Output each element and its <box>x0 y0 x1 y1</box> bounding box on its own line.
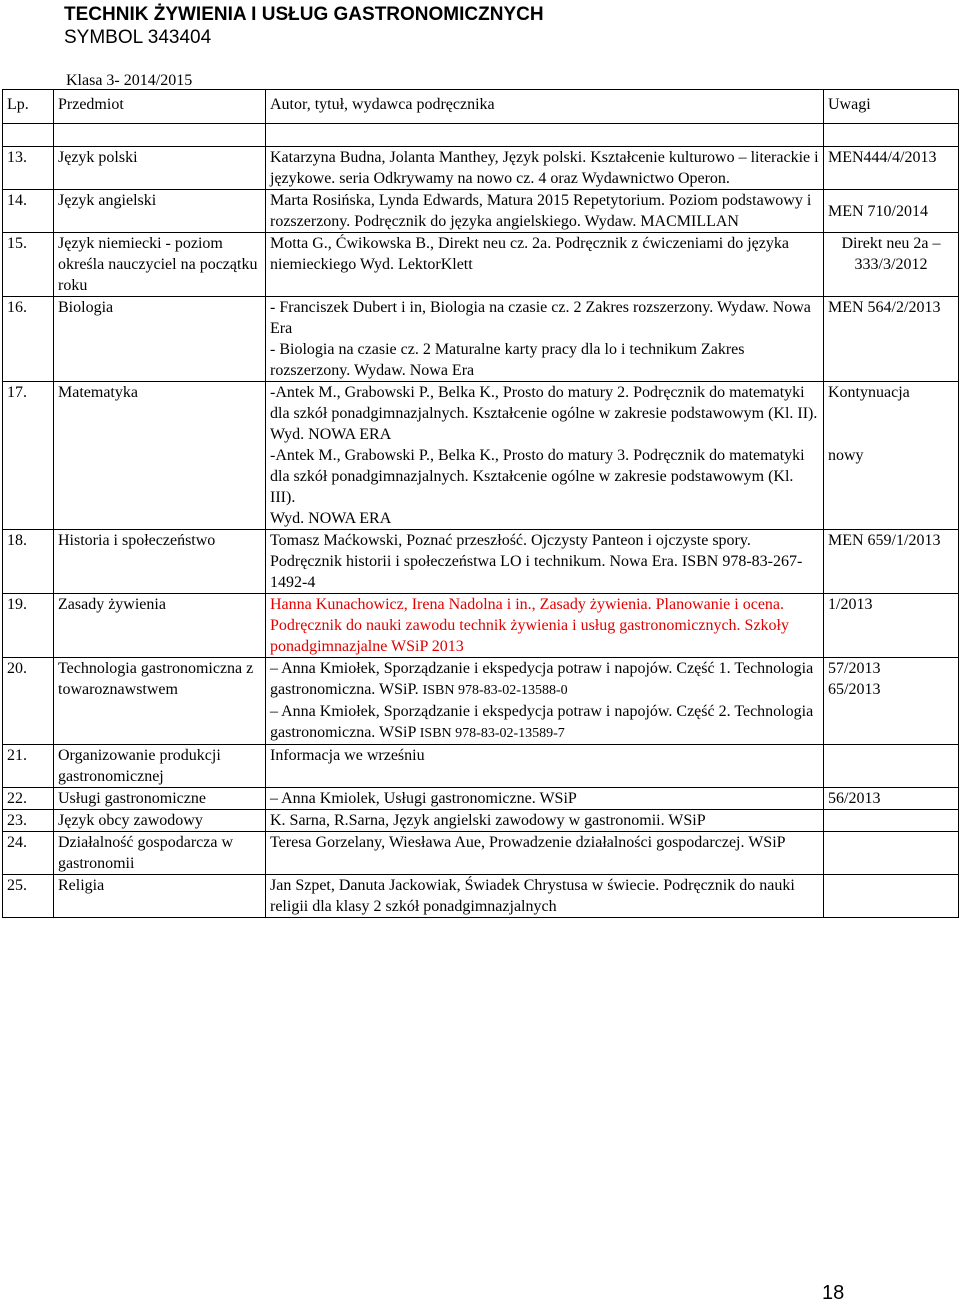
row-subject: Język obcy zawodowy <box>54 810 266 832</box>
book-publisher: Wyd. NOWA ERA <box>270 510 392 527</box>
table-row <box>3 810 959 832</box>
row-subject: Historia i społeczeństwo <box>54 530 266 594</box>
table-row <box>3 147 959 190</box>
row-number: 22. <box>3 788 54 810</box>
row-notes: MEN 659/1/2013 <box>824 530 959 594</box>
row-number: 18. <box>3 530 54 594</box>
row-subject: Działalność gospodarcza w gastronomii <box>54 832 266 875</box>
row-notes: MEN 564/2/2013 <box>824 297 959 382</box>
row-notes <box>824 810 959 832</box>
row-number: 15. <box>3 233 54 297</box>
table-row <box>3 788 959 810</box>
row-number: 17. <box>3 382 54 530</box>
class-year: Klasa 3- 2014/2015 <box>66 72 193 89</box>
row-subject: Matematyka <box>54 382 266 530</box>
page-number: 18 <box>822 1282 845 1304</box>
row-book: Tomasz Maćkowski, Poznać przeszłość. Ojczysty Panteon i ojczyste spory. Podręcznik historii i społeczeństwa LO i technikum. Nowa Era. ISBN 978-83-267-1492-4 <box>266 530 824 594</box>
row-notes <box>824 745 959 788</box>
document-title: TECHNIK ŻYWIENIA I USŁUG GASTRONOMICZNYCH <box>64 4 544 25</box>
row-number: 14. <box>3 190 54 233</box>
book-entry: – Anna Kmiołek, Sporządzanie i ekspedycja potraw i napojów. Część 1. Technologia gastronomiczna. WSiP. <box>270 660 814 698</box>
row-notes <box>824 658 959 745</box>
row-notes: 56/2013 <box>824 788 959 810</box>
row-book <box>266 382 824 530</box>
table-row <box>3 297 959 382</box>
row-book: Hanna Kunachowicz, Irena Nadolna i in., Zasady żywienia. Planowanie i ocena. Podręcznik do nauki zawodu technik żywienia i usług gastronomicznych. Szkoły ponadgimnazjalne WSiP 2013 <box>266 594 824 658</box>
book-entry: -Antek M., Grabowski P., Belka K., Prosto do matury 3. Podręcznik do matematyki dla szkół ponadgimnazjalnych. Kształcenie ogólne w zakresie podstawowym (Kl. III). <box>270 447 805 506</box>
note-entry: nowy <box>828 447 864 464</box>
table-row <box>3 832 959 875</box>
isbn: ISBN 978-83-02-13589-7 <box>419 726 565 741</box>
row-subject: Biologia <box>54 297 266 382</box>
row-subject: Język polski <box>54 147 266 190</box>
row-notes: Direkt neu 2a – 333/3/2012 <box>824 233 959 297</box>
column-header-book: Autor, tytuł, wydawca podręcznika <box>266 90 824 124</box>
table-header-row <box>3 90 959 124</box>
row-notes: MEN444/4/2013 <box>824 147 959 190</box>
row-book: Motta G., Ćwikowska B., Direkt neu cz. 2a. Podręcznik z ćwiczeniami do języka niemieckiego Wyd. LektorKlett <box>266 233 824 297</box>
row-notes <box>824 382 959 530</box>
row-book: Katarzyna Budna, Jolanta Manthey, Język polski. Kształcenie kulturowo – literackie i językowe. seria Odkrywamy na nowo cz. 4 oraz Wydawnictwo Operon. <box>266 147 824 190</box>
row-subject: Język angielski <box>54 190 266 233</box>
row-number: 24. <box>3 832 54 875</box>
row-book: – Anna Kmiolek, Usługi gastronomiczne. WSiP <box>266 788 824 810</box>
note-entry: 57/2013 <box>828 660 881 677</box>
table-row <box>3 530 959 594</box>
row-book <box>266 297 824 382</box>
row-subject: Technologia gastronomiczna z towaroznawstwem <box>54 658 266 745</box>
row-book: K. Sarna, R.Sarna, Język angielski zawodowy w gastronomii. WSiP <box>266 810 824 832</box>
row-number: 13. <box>3 147 54 190</box>
column-header-lp: Lp. <box>3 90 54 124</box>
table-row <box>3 658 959 745</box>
row-number: 25. <box>3 875 54 918</box>
row-notes <box>824 832 959 875</box>
row-number: 19. <box>3 594 54 658</box>
isbn: ISBN 978-83-02-13588-0 <box>422 683 568 698</box>
table-row <box>3 875 959 918</box>
table-row <box>3 594 959 658</box>
row-subject: Usługi gastronomiczne <box>54 788 266 810</box>
row-subject: Język niemiecki - poziom określa nauczyciel na początku roku <box>54 233 266 297</box>
spacer-row <box>3 124 959 147</box>
row-book <box>266 658 824 745</box>
book-entry: -Antek M., Grabowski P., Belka K., Prosto do matury 2. Podręcznik do matematyki dla szkół ponadgimnazjalnych. Kształcenie ogólne w zakresie podstawowym (Kl. II). Wyd. NOWA ERA <box>270 384 818 443</box>
column-header-subject: Przedmiot <box>54 90 266 124</box>
row-notes: 1/2013 <box>824 594 959 658</box>
row-number: 20. <box>3 658 54 745</box>
note-entry: Kontynuacja <box>828 384 910 401</box>
table-row <box>3 745 959 788</box>
row-number: 23. <box>3 810 54 832</box>
row-book: Marta Rosińska, Lynda Edwards, Matura 2015 Repetytorium. Poziom podstawowy i rozszerzony. Podręcznik do języka angielskiego. Wydaw. MACMILLAN <box>266 190 824 233</box>
table-row <box>3 233 959 297</box>
textbook-table <box>2 89 959 918</box>
row-subject: Organizowanie produkcji gastronomicznej <box>54 745 266 788</box>
row-book: Informacja we wrześniu <box>266 745 824 788</box>
row-number: 16. <box>3 297 54 382</box>
row-subject: Zasady żywienia <box>54 594 266 658</box>
note-entry: 65/2013 <box>828 681 881 698</box>
table-row <box>3 382 959 530</box>
column-header-notes: Uwagi <box>824 90 959 124</box>
row-book: Jan Szpet, Danuta Jackowiak, Świadek Chrystusa w świecie. Podręcznik do nauki religii dla klasy 2 szkół ponadgimnazjalnych <box>266 875 824 918</box>
book-entry: – Anna Kmiołek, Sporządzanie i ekspedycja potraw i napojów. Część 2. Technologia gastronomiczna. WSiP <box>270 703 814 741</box>
row-notes: MEN 710/2014 <box>824 190 959 233</box>
document-symbol: SYMBOL 343404 <box>64 27 212 48</box>
book-entry: - Biologia na czasie cz. 2 Maturalne karty pracy dla lo i technikum Zakres rozszerzony. Wydaw. Nowa Era <box>270 341 745 379</box>
table-row <box>3 190 959 233</box>
row-notes <box>824 875 959 918</box>
row-book: Teresa Gorzelany, Wiesława Aue, Prowadzenie działalności gospodarczej. WSiP <box>266 832 824 875</box>
book-entry: - Franciszek Dubert i in, Biologia na czasie cz. 2 Zakres rozszerzony. Wydaw. Nowa Era <box>270 299 811 337</box>
row-subject: Religia <box>54 875 266 918</box>
row-number: 21. <box>3 745 54 788</box>
